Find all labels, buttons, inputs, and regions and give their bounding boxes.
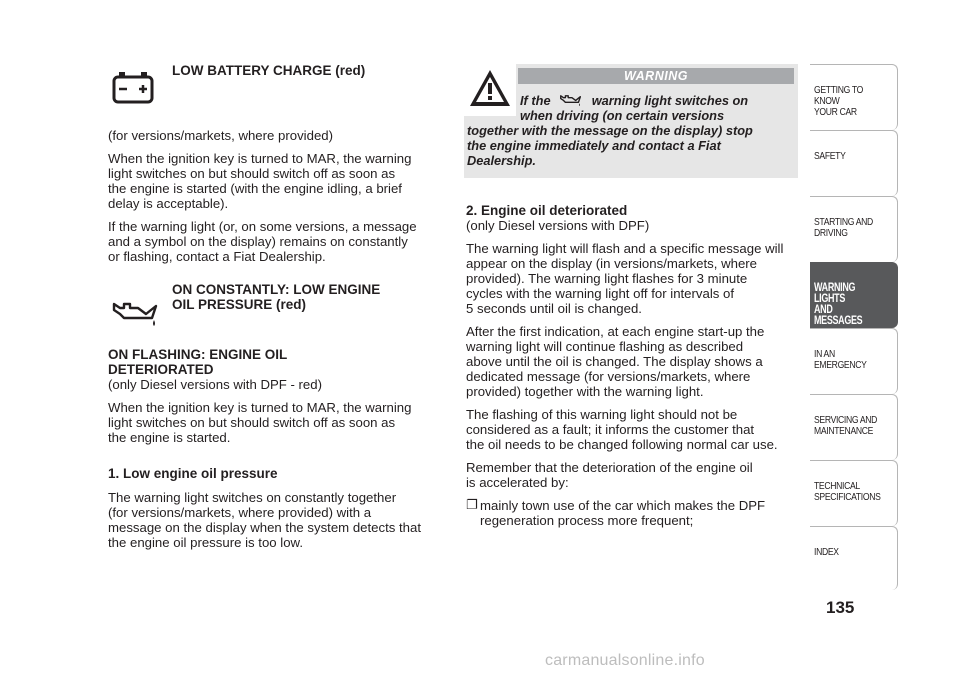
tab-label: INDEX bbox=[814, 546, 839, 558]
warning-text-line: together with the message on the display) stop bbox=[467, 123, 753, 138]
tab-servicing[interactable] bbox=[810, 394, 898, 460]
oil-pressure-title-line: ON CONSTANTLY: LOW ENGINE bbox=[172, 282, 381, 297]
warning-triangle-icon bbox=[467, 66, 513, 112]
tab-label: SERVICING AND MAINTENANCE bbox=[814, 414, 878, 437]
low-oil-paragraph-line: The warning light switches on constantly together bbox=[108, 490, 397, 505]
battery-paragraph-2-line: When the ignition key is turned to MAR, the warning bbox=[108, 151, 412, 166]
flashing-title-line: ON FLASHING: ENGINE OIL bbox=[108, 347, 288, 362]
tab-emergency[interactable] bbox=[810, 328, 898, 394]
bullet-item-line: regeneration process more frequent; bbox=[480, 513, 694, 528]
tab-label: WARNING LIGHTS AND MESSAGES bbox=[814, 282, 863, 327]
oil-paragraph-1-line: the engine is started. bbox=[108, 430, 231, 445]
warning-text-line: Dealership. bbox=[467, 153, 536, 168]
battery-paragraph-3-line: If the warning light (or, on some versions, a message bbox=[108, 219, 417, 234]
oil-paragraph-1-line: light switches on but should switch off as soon as bbox=[108, 415, 396, 430]
bullet-item-line: mainly town use of the car which makes the DPF bbox=[480, 498, 766, 513]
battery-paragraph-3-line: and a symbol on the display) remains on constantly bbox=[108, 234, 408, 249]
deteriorated-heading: 2. Engine oil deteriorated bbox=[466, 203, 628, 218]
tab-label: STARTING AND DRIVING bbox=[814, 216, 873, 239]
deteriorated-paragraph-1-line: appear on the display (in versions/markets, where bbox=[466, 256, 758, 271]
tab-label: SAFETY bbox=[814, 150, 846, 162]
battery-paragraph-1: (for versions/markets, where provided) bbox=[108, 128, 333, 143]
tab-getting-to-know[interactable] bbox=[810, 64, 898, 130]
low-oil-paragraph-line: message on the display when the system detects that bbox=[108, 520, 422, 535]
deteriorated-subtitle: (only Diesel versions with DPF) bbox=[466, 218, 650, 233]
watermark: carmanualsonline.info bbox=[545, 652, 705, 669]
oil-pressure-title-line: OIL PRESSURE (red) bbox=[172, 297, 307, 312]
deteriorated-paragraph-3-line: the oil needs to be changed following normal car use. bbox=[466, 437, 778, 452]
deteriorated-paragraph-1-line: cycles with the warning light off for intervals of bbox=[466, 286, 735, 301]
tab-label: IN AN EMERGENCY bbox=[814, 348, 867, 371]
low-oil-heading: 1. Low engine oil pressure bbox=[108, 466, 278, 481]
battery-paragraph-3-line: or flashing, contact a Fiat Dealership. bbox=[108, 249, 326, 264]
warning-text-suffix: warning light switches on bbox=[591, 93, 749, 108]
battery-paragraph-2-line: the engine is started (with the engine idling, a brief bbox=[108, 181, 402, 196]
tab-starting-driving[interactable] bbox=[810, 196, 898, 262]
battery-paragraph-2-line: delay is acceptable). bbox=[108, 196, 229, 211]
tab-label: GETTING TO KNOW YOUR CAR bbox=[814, 84, 864, 118]
page-number: 135 bbox=[826, 598, 855, 617]
warning-text-prefix: If the bbox=[520, 93, 551, 108]
oil-paragraph-1-line: When the ignition key is turned to MAR, the warning bbox=[108, 400, 412, 415]
deteriorated-paragraph-2-line: provided) together with the warning light. bbox=[466, 384, 704, 399]
tab-warning-lights[interactable] bbox=[810, 262, 898, 328]
tab-technical[interactable] bbox=[810, 460, 898, 526]
checkbox-bullet-icon: ❐ bbox=[466, 497, 478, 512]
battery-icon bbox=[108, 68, 158, 108]
warning-text-line: the engine immediately and contact a Fiat bbox=[467, 138, 721, 153]
warning-text-line: when driving (on certain versions bbox=[520, 108, 725, 123]
low-oil-paragraph-line: the engine oil pressure is too low. bbox=[108, 535, 303, 550]
deteriorated-paragraph-2-line: warning light will continue flashing as described bbox=[466, 339, 744, 354]
deteriorated-paragraph-4-line: is accelerated by: bbox=[466, 475, 569, 490]
deteriorated-paragraph-3-line: The flashing of this warning light should not be bbox=[466, 407, 738, 422]
tab-label: TECHNICAL SPECIFICATIONS bbox=[814, 480, 881, 503]
flashing-subtitle: (only Diesel versions with DPF - red) bbox=[108, 377, 322, 392]
tab-safety[interactable] bbox=[810, 130, 898, 196]
deteriorated-paragraph-3-line: considered as a fault; it informs the customer that bbox=[466, 422, 755, 437]
low-oil-paragraph-line: (for versions/markets, where provided) with a bbox=[108, 505, 372, 520]
oil-can-icon bbox=[112, 298, 160, 328]
deteriorated-paragraph-4-line: Remember that the deterioration of the engine oil bbox=[466, 460, 753, 475]
warning-text-line bbox=[520, 93, 748, 108]
battery-title: LOW BATTERY CHARGE (red) bbox=[172, 63, 366, 78]
deteriorated-paragraph-1-line: The warning light will flash and a specific message will bbox=[466, 241, 784, 256]
deteriorated-paragraph-1-line: 5 seconds until oil is changed. bbox=[466, 301, 642, 316]
flashing-title-line: DETERIORATED bbox=[108, 362, 214, 377]
oil-can-icon bbox=[554, 93, 588, 107]
deteriorated-paragraph-2-line: After the first indication, at each engine start-up the bbox=[466, 324, 765, 339]
deteriorated-paragraph-2-line: dedicated message (for versions/markets, where bbox=[466, 369, 751, 384]
deteriorated-paragraph-1-line: provided). The warning light flashes for 3 minute bbox=[466, 271, 748, 286]
tab-index[interactable] bbox=[810, 526, 898, 590]
deteriorated-paragraph-2-line: above until the oil is changed. The display shows a bbox=[466, 354, 763, 369]
battery-paragraph-2-line: light switches on but should switch off as soon as bbox=[108, 166, 396, 181]
warning-label: WARNING bbox=[518, 68, 794, 84]
